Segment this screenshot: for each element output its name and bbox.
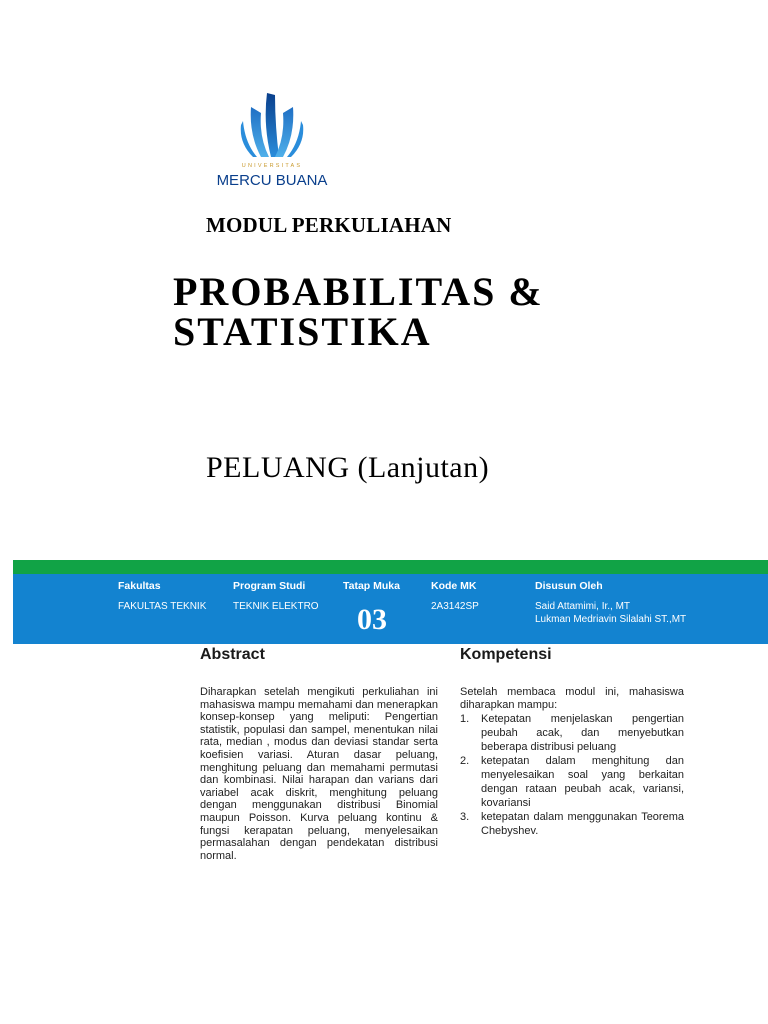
kode-mk-value: 2A3142SP [431,601,479,612]
kompetensi-intro: Setelah membaca modul ini, mahasiswa diharapkan mampu: [460,686,684,711]
topic-title: PELUANG (Lanjutan) [206,451,490,484]
logo-universitas-text: UNIVERSITAS [241,163,303,169]
tatap-muka-value: 03 [357,603,387,636]
abstract-text: Diharapkan setelah mengikuti perkuliahan ini mahasiswa mampu memahami dan menerapkan konsep-konsep yang meliputi: Pengertian statistik, populasi dan sampel, menentukan nilai rata, median , modus dan deviasi standar serta koefisien variasi. Aturan dasar peluang, menghitung peluang dan memahami permutasi dan kombinasi. Nilai harapan dan varians dari variabel acak diskrit, menghitung peluang dengan menggunakan distribusi Binomial maupun Poisson. Kurva peluang kontinu & fungsi kerapatan peluang, menyelesaikan permasalahan dengan pendekatan distribusi normal. [200,686,438,862]
kompetensi-heading: Kompetensi [460,646,552,663]
kompetensi-list [460,712,684,838]
info-band-green-stripe [13,560,768,574]
info-band [13,574,768,644]
list-item-text: Ketepatan menjelaskan pengertian peubah acak, dan menyebutkan beberapa distribusi peluang [481,713,684,753]
list-item [460,754,684,810]
course-title-line1: PROBABILITAS & [173,269,544,314]
list-item-number: 3. [460,811,470,823]
fakultas-label: Fakultas [118,580,161,592]
list-item [460,810,684,838]
university-logo [205,85,343,193]
list-item [460,712,684,754]
list-item-number: 1. [460,713,470,725]
list-item-number: 2. [460,755,470,767]
list-item-text: ketepatan dalam menghitung dan menyelesaikan soal yang berkaitan dengan rataan peubah acak, variansi, kovariansi [481,755,684,809]
author-1: Said Attamimi, Ir., MT [535,601,631,612]
tatap-muka-label: Tatap Muka [343,580,400,592]
logo-name-text: MERCU BUANA [216,172,328,189]
fakultas-value: FAKULTAS TEKNIK [118,601,207,612]
disusun-oleh-label: Disusun Oleh [535,580,603,592]
course-title-line2: STATISTIKA [173,309,432,354]
abstract-heading: Abstract [200,646,265,663]
modul-label: MODUL PERKULIAHAN [206,213,452,237]
kode-mk-label: Kode MK [431,580,477,592]
course-title [173,269,544,354]
author-2: Lukman Medriavin Silalahi ST.,MT [535,614,687,625]
list-item-text: ketepatan dalam menggunakan Teorema Chebyshev. [481,811,684,837]
prodi-value: TEKNIK ELEKTRO [233,601,319,612]
mercu-buana-tower-emblem-icon [205,85,343,193]
prodi-label: Program Studi [233,580,306,592]
